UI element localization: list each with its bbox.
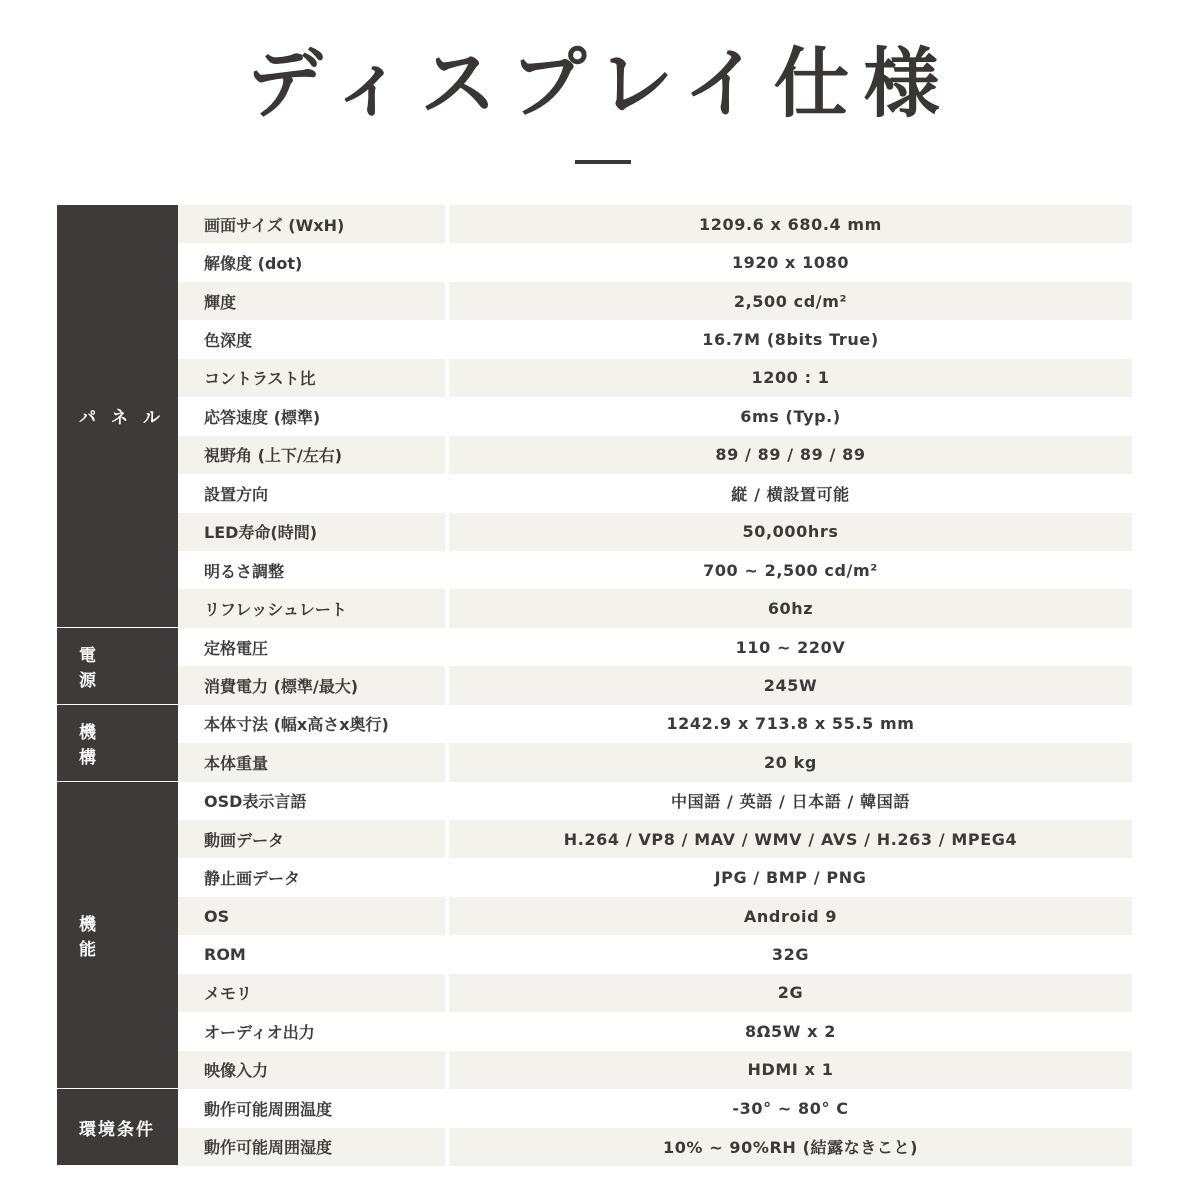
group-label	[57, 628, 178, 705]
group-label	[57, 705, 178, 782]
group-label	[57, 782, 178, 1090]
spec-key: リフレッシュレート	[178, 589, 445, 627]
page-title: ディスプレイ仕様	[246, 39, 954, 128]
group-rows	[178, 782, 1132, 1090]
spec-value: 中国語 / 英語 / 日本語 / 韓国語	[671, 792, 910, 812]
group-rows	[178, 705, 1132, 782]
spec-value: 700 ~ 2,500 cd/m²	[703, 560, 878, 580]
table-row	[178, 243, 1132, 281]
table-row	[178, 1089, 1132, 1127]
table-row	[178, 589, 1132, 627]
spec-value: 16.7M (8bits True)	[702, 330, 879, 350]
table-row	[178, 743, 1132, 781]
table-row	[178, 820, 1132, 858]
spec-group-panel	[57, 205, 1132, 628]
table-row	[178, 513, 1132, 551]
table-row	[178, 436, 1132, 474]
group-rows	[178, 205, 1132, 628]
spec-key: 解像度 (dot)	[204, 254, 303, 274]
group-rows	[178, 1089, 1132, 1166]
group-label	[57, 205, 178, 628]
spec-value: 20 kg	[449, 743, 1132, 781]
spec-key: 明るさ調整	[204, 561, 285, 581]
table-row	[178, 897, 1132, 935]
group-label-text: 電源	[79, 645, 152, 691]
spec-value: 245W	[449, 666, 1132, 704]
table-row	[178, 974, 1132, 1012]
table-row	[178, 1128, 1132, 1166]
table-row	[178, 628, 1132, 666]
spec-group-power	[57, 628, 1132, 705]
spec-value: 2,500 cd/m²	[449, 282, 1132, 320]
spec-value: 2G	[449, 974, 1132, 1012]
spec-key: 消費電力 (標準/最大)	[178, 666, 445, 704]
spec-group-environment	[57, 1089, 1132, 1166]
table-row	[178, 320, 1132, 358]
spec-value: 50,000hrs	[449, 513, 1132, 551]
spec-table	[57, 205, 1132, 1166]
spec-key: オーディオ出力	[204, 1022, 315, 1042]
spec-value: 110 ~ 220V	[735, 637, 846, 657]
table-row	[178, 551, 1132, 589]
table-row	[178, 282, 1132, 320]
spec-value: 89 / 89 / 89 / 89	[449, 436, 1132, 474]
spec-value: 1920 x 1080	[731, 253, 850, 273]
spec-key: メモリ	[178, 974, 445, 1012]
table-row	[178, 705, 1132, 743]
table-row	[178, 1012, 1132, 1050]
table-row	[178, 666, 1132, 704]
group-label-text: 機能	[79, 914, 152, 960]
spec-key: 応答速度 (標準)	[204, 407, 321, 427]
table-row	[178, 474, 1132, 512]
spec-value: HDMI x 1	[449, 1051, 1132, 1089]
spec-key: OS	[178, 897, 445, 935]
spec-value: 1209.6 x 680.4 mm	[449, 205, 1132, 243]
group-label	[57, 1089, 178, 1166]
spec-value: 60hz	[449, 589, 1132, 627]
spec-group-function	[57, 782, 1132, 1090]
spec-value: 縦 / 横設置可能	[731, 484, 850, 504]
spec-key: 静止画データ	[204, 869, 301, 889]
group-rows	[178, 628, 1132, 705]
spec-key: 動作可能周囲温度	[204, 1099, 333, 1119]
spec-value: 1200 : 1	[449, 359, 1132, 397]
spec-key: LED寿命(時間)	[178, 513, 445, 551]
spec-value: JPG / BMP / PNG	[714, 868, 867, 888]
spec-key: 画面サイズ (WxH)	[178, 205, 445, 243]
table-row	[178, 205, 1132, 243]
spec-group-mechanism	[57, 705, 1132, 782]
group-label-text: パネル	[79, 408, 175, 429]
spec-key: ROM	[204, 945, 246, 965]
spec-key: 動画データ	[178, 820, 445, 858]
spec-key: 色深度	[204, 331, 253, 351]
spec-value: 10% ~ 90%RH (結露なきこと)	[449, 1128, 1132, 1166]
spec-value: 32G	[771, 945, 810, 965]
spec-key: 輝度	[178, 282, 445, 320]
spec-key: 本体重量	[178, 743, 445, 781]
spec-value: 8Ω5W x 2	[745, 1021, 836, 1041]
spec-key: 映像入力	[178, 1051, 445, 1089]
table-row	[178, 782, 1132, 820]
spec-value: 1242.9 x 713.8 x 55.5 mm	[666, 714, 915, 734]
title-divider	[575, 160, 631, 164]
table-row	[178, 858, 1132, 896]
spec-key: 動作可能周囲湿度	[178, 1128, 445, 1166]
spec-value: 6ms (Typ.)	[740, 406, 841, 426]
spec-key: 本体寸法 (幅x高さx奥行)	[204, 715, 389, 735]
spec-value: Android 9	[449, 897, 1132, 935]
group-label-text: 機構	[79, 722, 152, 768]
spec-key: OSD表示言語	[204, 792, 307, 812]
group-label-text: 環境条件	[79, 1119, 155, 1140]
spec-value: H.264 / VP8 / MAV / WMV / AVS / H.263 / MPEG4	[449, 820, 1132, 858]
table-row	[178, 935, 1132, 973]
spec-key: コントラスト比	[178, 359, 445, 397]
spec-value: -30° ~ 80° C	[732, 1098, 849, 1118]
spec-key: 定格電圧	[204, 638, 269, 658]
spec-key: 視野角 (上下/左右)	[178, 436, 445, 474]
table-row	[178, 1051, 1132, 1089]
table-row	[178, 397, 1132, 435]
spec-key: 設置方向	[204, 484, 269, 504]
table-row	[178, 359, 1132, 397]
